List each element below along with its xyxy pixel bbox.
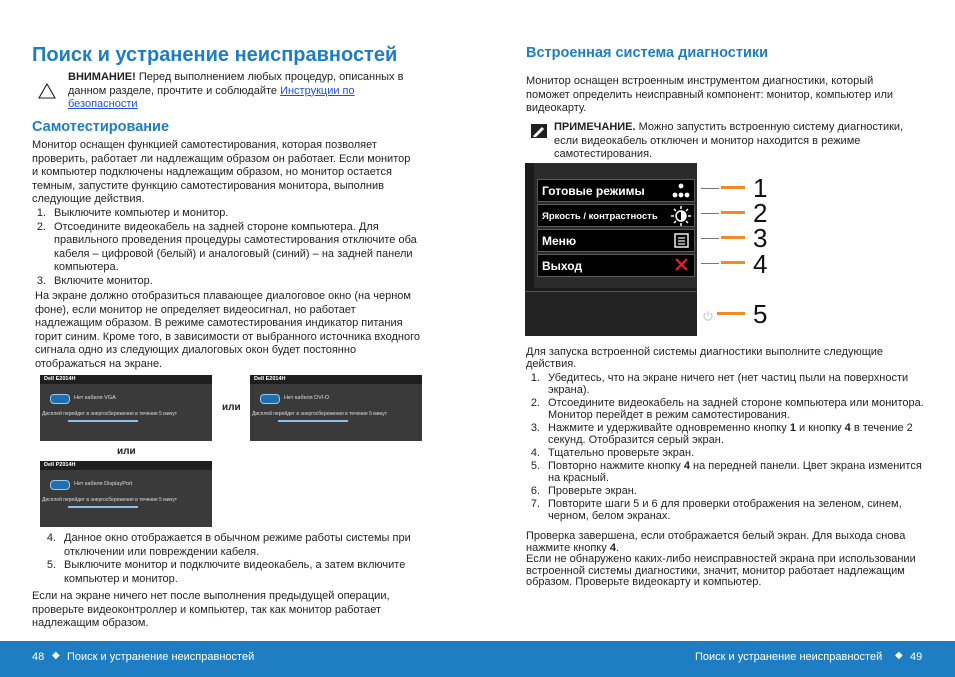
diagnostics-done: Проверка завершена, если отображается белый экран. Для выхода снова нажмите кнопку 4. xyxy=(526,530,906,554)
diamond-icon: ◆ xyxy=(52,650,60,661)
right-page-number: 49 xyxy=(910,651,923,663)
warning-label: ВНИМАНИЕ! xyxy=(68,71,136,83)
callout-line-3 xyxy=(721,236,745,239)
exit-icon xyxy=(674,257,689,277)
osd-item-brightness: Яркость / контрастность xyxy=(537,204,695,227)
callout-line-5 xyxy=(717,312,745,315)
dialog-progress xyxy=(278,420,348,422)
dialog-displayport xyxy=(40,461,212,527)
button-3 xyxy=(701,238,719,239)
callout-line-1 xyxy=(721,186,745,189)
callout-line-2 xyxy=(721,211,745,214)
dialog-model: Dell E2014H xyxy=(40,375,212,384)
connector-icon xyxy=(260,394,280,404)
monitor-bottom xyxy=(525,291,697,336)
diagnostics-heading: Встроенная система диагностики xyxy=(526,45,769,61)
or-label: или xyxy=(222,402,241,413)
dialog-message: Нет кабеля DisplayPort xyxy=(74,481,133,487)
diagnostics-intro: Монитор оснащен встроенным инструментом диагностики, который поможет определить неисправный компонент: монитор, компьютер или видеокарту. xyxy=(526,75,894,115)
list-item: 7. Повторите шаги 5 и 6 для проверки отображения на зеленом, синем, черном, белом экранах. xyxy=(530,498,902,522)
list-item: 4. Данное окно отображается в обычном режиме работы системы при отключении или повреждении кабеля. xyxy=(46,532,411,558)
page-title: Поиск и устранение неисправностей xyxy=(32,44,398,66)
dialog-progress xyxy=(68,506,138,508)
dialog-model: Dell E2014H xyxy=(250,375,422,384)
diamond-icon: ◆ xyxy=(895,650,903,661)
diagnostics-final: Если не обнаружено каких-либо неисправностей экрана при использовании встроенной системы диагностики, значит, монитор работает надлежащим образом. Проверьте видеокарту и компьютер. xyxy=(526,553,916,588)
callout-number: 4 xyxy=(753,249,768,279)
button-1 xyxy=(701,188,719,189)
dialog-footer: Дисплей перейдет в энергосбережения в течение 5 минут xyxy=(252,411,388,417)
self-test-intro: Монитор оснащен функцией самотестирования, которая позволяет проверить, работает ли надлежащим образом он работает. Если монитор и компьютер подключены надлежащим образом, но монитор остается темным, запустите функцию самотестирования монитора, выполнив следующие действия. xyxy=(32,139,411,206)
note-text xyxy=(554,121,916,162)
connector-icon xyxy=(50,394,70,404)
dialog-dvi xyxy=(250,375,422,441)
list-item: 3. Нажмите и удерживайте одновременно кнопку 1 и кнопку 4 в течение 2 секунд. Отобразится серый экран. xyxy=(530,422,913,446)
list-item: 5. Повторно нажмите кнопку 4 на передней панели. Цвет экрана изменится на красный. xyxy=(530,460,922,484)
dialog-footer: Дисплей перейдет в энергосбережения в течение 5 минут xyxy=(42,411,178,417)
warning-body: Перед выполнением любых процедур, описанных в данном разделе, прочтите и соблюдайте xyxy=(68,71,404,97)
warning-icon xyxy=(38,83,56,104)
preset-modes-icon xyxy=(672,183,690,204)
brightness-contrast-icon xyxy=(671,206,691,231)
list-item: 6. Проверьте экран. xyxy=(530,485,637,497)
warning-text xyxy=(68,71,408,112)
dialog-message: Нет кабеля DVI-D xyxy=(284,395,330,401)
list-item: 5. Выключите монитор и подключите видеокабель, а затем включите компьютер и монитор. xyxy=(46,559,406,585)
callout-number: 3 xyxy=(753,223,768,253)
callout-number: 5 xyxy=(753,299,768,329)
or-label: или xyxy=(117,446,136,457)
left-page-number: 48 xyxy=(32,651,45,663)
dialog-message: Нет кабеля VGA xyxy=(74,395,116,401)
self-test-steps xyxy=(32,207,424,289)
diagnostics-steps xyxy=(526,372,926,523)
dialog-footer: Дисплей перейдет в энергосбережения в течение 5 минут xyxy=(42,497,178,503)
osd-illustration xyxy=(525,163,785,335)
dialog-vga xyxy=(40,375,212,441)
note-icon xyxy=(531,124,547,143)
page-footer xyxy=(0,641,955,677)
osd-item-menu: Меню xyxy=(537,229,695,252)
list-item: 4. Тщательно проверьте экран. xyxy=(530,447,695,459)
note-body: Можно запустить встроенную систему диагностики, если видеокабель отключен и монитор находится в режиме самотестирования. xyxy=(554,121,904,161)
list-item: 1. Убедитесь, что на экране ничего нет (нет частиц пыли на поверхности экрана). xyxy=(530,372,909,396)
note-label: ПРИМЕЧАНИЕ. xyxy=(554,121,636,133)
left-footer-title: Поиск и устранение неисправностей xyxy=(67,651,255,663)
callout-number: 1 xyxy=(753,173,768,203)
osd-item-exit: Выход xyxy=(537,254,695,277)
button-4 xyxy=(701,263,719,264)
osd-item-preset-modes: Готовые режимы xyxy=(537,179,695,202)
self-test-steps-2 xyxy=(42,532,424,586)
dialog-progress xyxy=(68,420,138,422)
list-item: 2. Отсоедините видеокабель на задней стороне компьютера. Для правильного проведения процедуры самотестирования отключите оба кабеля – цифровой (белый) и аналоговый (синий) – на задней панели компьютера. xyxy=(36,220,417,274)
connector-icon xyxy=(50,480,70,490)
dialog-model: Dell P2014H xyxy=(40,461,212,470)
list-item: 2. Отсоедините видеокабель на задней стороне компьютера или монитора. Монитор перейдет в режим самотестирования. xyxy=(530,397,924,421)
button-2 xyxy=(701,213,719,214)
self-test-final: Если на экране ничего нет после выполнения предыдущей операции, проверьте видеоконтроллер и компьютер, так как монитор работает надлежащим образом. xyxy=(32,590,390,630)
list-item: 3. Включите монитор. xyxy=(36,274,153,287)
callout-line-4 xyxy=(721,261,745,264)
power-icon xyxy=(702,309,714,327)
menu-icon xyxy=(674,233,689,253)
self-test-heading: Самотестирование xyxy=(32,119,170,135)
right-footer-title: Поиск и устранение неисправностей xyxy=(695,651,883,663)
callout-number: 2 xyxy=(753,198,768,228)
safety-instructions-link[interactable]: Инструкции по безопасности xyxy=(68,84,355,111)
self-test-para: На экране должно отобразиться плавающее диалоговое окно (на черном фоне), если монитор не определяет видеосигнал, но работает надлежащим образом. В режиме самотестирования индикатор питания горит синим. Кроме того, в зависимости от выбранного источника входного сигнала одно из следующих диалоговых окон будет постоянно отображаться на экране. xyxy=(35,290,420,370)
diagnostics-lead: Для запуска встроенной системы диагностики выполните следующие действия. xyxy=(526,346,884,370)
list-item: 1. Выключите компьютер и монитор. xyxy=(36,207,229,219)
